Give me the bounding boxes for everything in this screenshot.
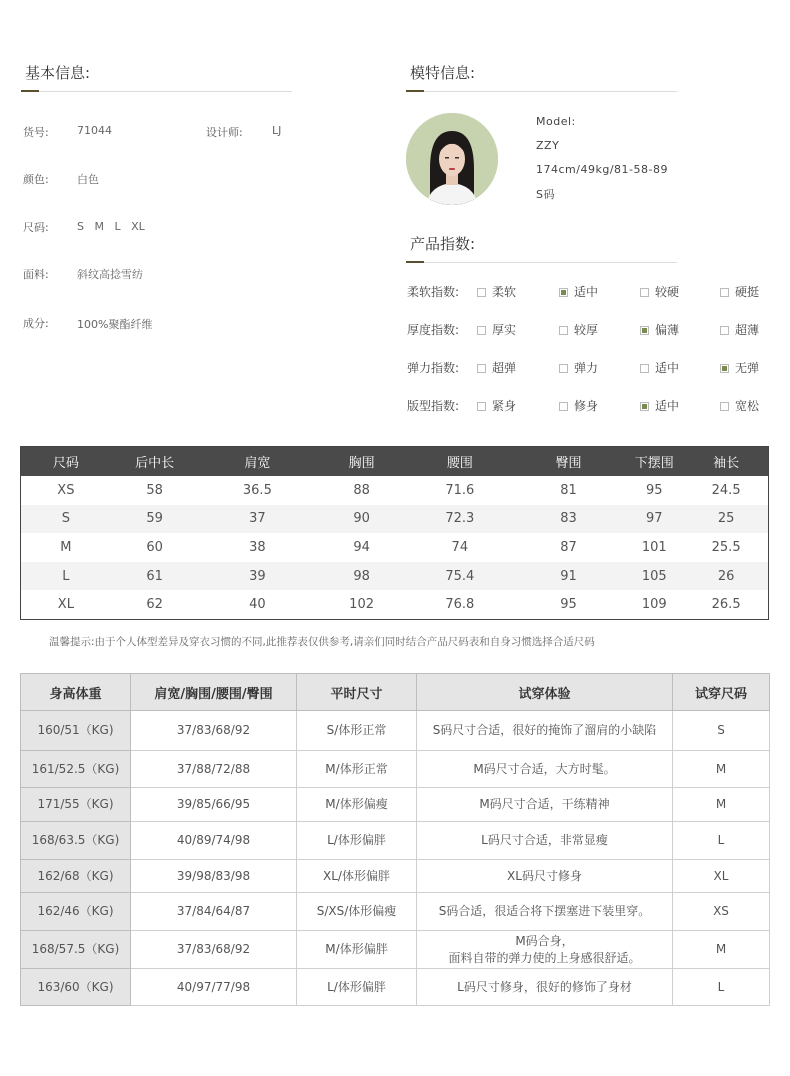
index-option bbox=[720, 359, 759, 376]
index-option-label: 无弹 bbox=[735, 361, 760, 375]
size-cell: XS bbox=[57, 482, 75, 498]
model-info-divider bbox=[406, 91, 677, 92]
size-cell: 72.3 bbox=[445, 511, 475, 527]
size-cell: 74 bbox=[451, 539, 469, 555]
fabric-value: 斜纹高捻雪纺 bbox=[77, 268, 143, 281]
index-option-label: 硬挺 bbox=[735, 285, 760, 299]
tryon-cell: 37/84/64/87 bbox=[131, 893, 297, 931]
size-cell: 71.6 bbox=[445, 482, 475, 498]
tryon-cell: 40/89/74/98 bbox=[131, 822, 297, 860]
tryon-cell: 39/85/66/95 bbox=[131, 788, 297, 822]
tryon-cell: S/XS/体形偏瘦 bbox=[297, 893, 417, 931]
size-cell: 60 bbox=[146, 539, 163, 555]
index-option-label: 偏薄 bbox=[655, 323, 680, 337]
designer-value: LJ bbox=[272, 124, 282, 137]
tryon-row bbox=[21, 711, 770, 751]
tryon-cell: 162/68（KG) bbox=[21, 860, 131, 893]
index-option bbox=[477, 359, 516, 376]
composition-label: 成分: bbox=[23, 317, 49, 330]
color-value: 白色 bbox=[77, 173, 99, 186]
size-cell: 39 bbox=[249, 568, 266, 584]
index-option-label: 柔软 bbox=[492, 285, 517, 299]
tryon-cell: L/体形偏胖 bbox=[297, 822, 417, 860]
size-cell: 36.5 bbox=[242, 482, 272, 498]
tryon-row bbox=[21, 893, 770, 931]
tryon-cell: 161/52.5（KG) bbox=[21, 751, 131, 788]
index-option bbox=[720, 321, 759, 338]
tryon-row bbox=[21, 822, 770, 860]
size-cell: 83 bbox=[560, 511, 577, 527]
tryon-body bbox=[21, 711, 770, 1006]
size-cell: 26.5 bbox=[711, 597, 741, 613]
size-header-cell: 袖长 bbox=[713, 456, 740, 471]
product-index-title: 产品指数: bbox=[410, 235, 476, 253]
tryon-cell: L bbox=[673, 969, 770, 1006]
index-option-label: 适中 bbox=[655, 361, 680, 375]
size-cell: 26 bbox=[717, 568, 735, 584]
size-cell: 87 bbox=[560, 539, 577, 555]
size-cell: 101 bbox=[641, 539, 667, 555]
tryon-cell: XS bbox=[673, 893, 770, 931]
size-cell: 62 bbox=[146, 597, 163, 613]
model-label: Model: bbox=[536, 115, 576, 128]
product-index-divider bbox=[406, 262, 677, 263]
tryon-cell: 40/97/77/98 bbox=[131, 969, 297, 1006]
size-cell: 24.5 bbox=[711, 482, 741, 498]
checkbox-empty-icon bbox=[477, 402, 486, 411]
checkbox-empty-icon bbox=[720, 402, 729, 411]
tryon-cell: 39/98/83/98 bbox=[131, 860, 297, 893]
size-cell: 61 bbox=[146, 568, 163, 584]
index-option bbox=[640, 359, 679, 376]
tryon-header-cell: 平时尺寸 bbox=[297, 674, 417, 711]
size-option: L bbox=[114, 220, 121, 233]
index-option bbox=[477, 283, 516, 300]
model-info-title: 模特信息: bbox=[410, 64, 476, 82]
size-header-cell: 肩宽 bbox=[244, 456, 271, 471]
size-tip: 温馨提示:由于个人体型差异及穿衣习惯的不同,此推荐表仅供参考,请亲们同时结合产品尺码表和自身习惯选择合适尺码 bbox=[49, 636, 595, 648]
model-portrait-icon bbox=[406, 113, 498, 205]
size-header-cell: 下摆围 bbox=[634, 456, 674, 471]
index-option-label: 超薄 bbox=[735, 323, 760, 337]
tryon-cell: XL/体形偏胖 bbox=[297, 860, 417, 893]
checkbox-empty-icon bbox=[477, 326, 486, 335]
model-size: S码 bbox=[536, 188, 555, 201]
tryon-cell: 168/63.5（KG) bbox=[21, 822, 131, 860]
item-no-value: 71044 bbox=[77, 124, 112, 137]
tryon-cell: S/体形正常 bbox=[297, 711, 417, 751]
tryon-row bbox=[21, 860, 770, 893]
tryon-cell: 168/57.5（KG) bbox=[21, 931, 131, 969]
tryon-cell: 171/55（KG) bbox=[21, 788, 131, 822]
tryon-cell: S码尺寸合适，很好的掩饰了溜肩的小缺陷 bbox=[417, 711, 673, 751]
size-cell: L bbox=[62, 568, 70, 584]
tryon-cell: M bbox=[673, 788, 770, 822]
size-header-cell: 后中长 bbox=[135, 456, 175, 471]
item-no-label: 货号: bbox=[23, 126, 49, 139]
checkbox-checked-icon bbox=[720, 364, 729, 373]
size-cell: 105 bbox=[641, 568, 667, 584]
tryon-cell: L码尺寸修身，很好的修饰了身材 bbox=[417, 969, 673, 1006]
size-cell: XL bbox=[57, 597, 74, 613]
tryon-cell: M/体形偏胖 bbox=[297, 931, 417, 969]
tryon-cell: S码合适，很适合将下摆塞进下装里穿。 bbox=[417, 893, 673, 931]
size-cell: 58 bbox=[146, 482, 163, 498]
size-cell: 76.8 bbox=[445, 597, 475, 613]
tryon-cell: L/体形偏胖 bbox=[297, 969, 417, 1006]
size-label: 尺码: bbox=[23, 221, 49, 234]
index-option bbox=[640, 283, 679, 300]
tryon-cell: 163/60（KG) bbox=[21, 969, 131, 1006]
tryon-row bbox=[21, 969, 770, 1006]
color-label: 颜色: bbox=[23, 173, 49, 186]
checkbox-empty-icon bbox=[640, 364, 649, 373]
size-header-cell: 臀围 bbox=[555, 456, 582, 471]
index-option-label: 适中 bbox=[574, 285, 599, 299]
designer-label: 设计师: bbox=[206, 126, 243, 139]
size-cell: 88 bbox=[353, 482, 370, 498]
model-measurements: 174cm/49kg/81-58-89 bbox=[536, 163, 668, 176]
checkbox-checked-icon bbox=[640, 402, 649, 411]
index-option bbox=[477, 321, 516, 338]
basic-info-divider bbox=[21, 91, 292, 92]
index-option bbox=[559, 359, 598, 376]
tryon-header-cell: 身高体重 bbox=[21, 674, 131, 711]
tryon-cell: M bbox=[673, 931, 770, 969]
checkbox-checked-icon bbox=[640, 326, 649, 335]
tryon-cell: 37/88/72/88 bbox=[131, 751, 297, 788]
size-list bbox=[77, 220, 152, 233]
tryon-cell: M码尺寸合适，大方时髦。 bbox=[417, 751, 673, 788]
index-option bbox=[640, 321, 679, 338]
index-row-label: 版型指数: bbox=[407, 399, 460, 413]
tryon-table bbox=[20, 673, 770, 1006]
size-row bbox=[21, 533, 768, 562]
checkbox-empty-icon bbox=[559, 326, 568, 335]
size-cell: 25.5 bbox=[711, 539, 741, 555]
size-row bbox=[21, 590, 768, 619]
size-option: M bbox=[94, 220, 104, 233]
size-cell: S bbox=[61, 511, 71, 527]
tryon-header-cell: 肩宽/胸围/腰围/臀围 bbox=[131, 674, 297, 711]
tryon-row bbox=[21, 931, 770, 969]
size-cell: M bbox=[60, 539, 72, 555]
size-header-cell: 胸围 bbox=[348, 456, 375, 471]
size-cell: 94 bbox=[353, 539, 370, 555]
size-chart-table bbox=[20, 446, 769, 620]
size-cell: 109 bbox=[641, 597, 667, 613]
size-header-cell: 腰围 bbox=[446, 456, 473, 471]
model-avatar bbox=[406, 113, 498, 205]
tryon-header bbox=[21, 674, 770, 711]
size-cell: 97 bbox=[646, 511, 663, 527]
checkbox-empty-icon bbox=[477, 288, 486, 297]
tryon-cell: XL bbox=[673, 860, 770, 893]
tryon-cell: L码尺寸合适，非常显瘦 bbox=[417, 822, 673, 860]
size-chart-body bbox=[21, 476, 768, 619]
size-cell: 37 bbox=[249, 511, 266, 527]
size-option: XL bbox=[131, 220, 145, 233]
tryon-cell: M/体形正常 bbox=[297, 751, 417, 788]
tryon-cell: M码尺寸合适，干练精神 bbox=[417, 788, 673, 822]
tryon-header-cell: 试穿尺码 bbox=[673, 674, 770, 711]
index-option-label: 弹力 bbox=[574, 361, 599, 375]
size-cell: 90 bbox=[353, 511, 370, 527]
size-cell: 59 bbox=[146, 511, 163, 527]
index-option bbox=[559, 283, 598, 300]
size-cell: 95 bbox=[646, 482, 663, 498]
tryon-cell: L bbox=[673, 822, 770, 860]
index-row-label: 厚度指数: bbox=[407, 323, 460, 337]
tryon-cell: 160/51（KG) bbox=[21, 711, 131, 751]
size-cell: 102 bbox=[349, 597, 374, 613]
model-name: ZZY bbox=[536, 139, 560, 152]
size-cell: 40 bbox=[249, 597, 266, 613]
index-option bbox=[559, 321, 598, 338]
index-option-label: 宽松 bbox=[735, 399, 760, 413]
size-cell: 25 bbox=[717, 511, 735, 527]
checkbox-checked-icon bbox=[559, 288, 568, 297]
checkbox-empty-icon bbox=[640, 288, 649, 297]
checkbox-empty-icon bbox=[559, 364, 568, 373]
basic-info-title: 基本信息: bbox=[25, 64, 91, 82]
index-option-label: 修身 bbox=[574, 399, 599, 413]
index-option bbox=[477, 397, 516, 414]
composition-value: 100%聚酯纤维 bbox=[77, 318, 153, 331]
checkbox-empty-icon bbox=[720, 288, 729, 297]
tryon-cell: 37/83/68/92 bbox=[131, 931, 297, 969]
tryon-cell: M/体形偏瘦 bbox=[297, 788, 417, 822]
fabric-label: 面料: bbox=[23, 268, 49, 281]
size-chart-header bbox=[21, 447, 768, 476]
checkbox-empty-icon bbox=[477, 364, 486, 373]
index-row-label: 弹力指数: bbox=[407, 361, 460, 375]
size-option: S bbox=[77, 220, 84, 233]
tryon-header-cell: 试穿体验 bbox=[417, 674, 673, 711]
size-cell: 95 bbox=[560, 597, 577, 613]
size-cell: 91 bbox=[560, 568, 577, 584]
tryon-cell: S bbox=[673, 711, 770, 751]
index-option bbox=[640, 397, 679, 414]
size-cell: 98 bbox=[353, 568, 370, 584]
size-cell: 75.4 bbox=[445, 568, 475, 584]
tryon-row bbox=[21, 788, 770, 822]
index-option-label: 较硬 bbox=[655, 285, 680, 299]
tryon-cell: 37/83/68/92 bbox=[131, 711, 297, 751]
index-option-label: 适中 bbox=[655, 399, 680, 413]
size-header-cell: 尺码 bbox=[52, 456, 79, 471]
size-cell: 38 bbox=[249, 539, 266, 555]
tryon-row bbox=[21, 751, 770, 788]
index-option-label: 厚实 bbox=[492, 323, 517, 337]
index-option-label: 紧身 bbox=[492, 399, 517, 413]
size-cell: 81 bbox=[560, 482, 577, 498]
index-option bbox=[720, 397, 759, 414]
tryon-cell: M码合身， 面料自带的弹力使的上身感很舒适。 bbox=[417, 931, 673, 969]
size-row bbox=[21, 476, 768, 505]
checkbox-empty-icon bbox=[559, 402, 568, 411]
tryon-cell: M bbox=[673, 751, 770, 788]
index-option-label: 超弹 bbox=[492, 361, 517, 375]
size-row bbox=[21, 505, 768, 534]
tryon-cell: 162/46（KG) bbox=[21, 893, 131, 931]
index-option bbox=[559, 397, 598, 414]
size-row bbox=[21, 562, 768, 591]
index-option bbox=[720, 283, 759, 300]
tryon-cell: XL码尺寸修身 bbox=[417, 860, 673, 893]
index-option-label: 较厚 bbox=[574, 323, 599, 337]
index-row-label: 柔软指数: bbox=[407, 285, 460, 299]
checkbox-empty-icon bbox=[720, 326, 729, 335]
